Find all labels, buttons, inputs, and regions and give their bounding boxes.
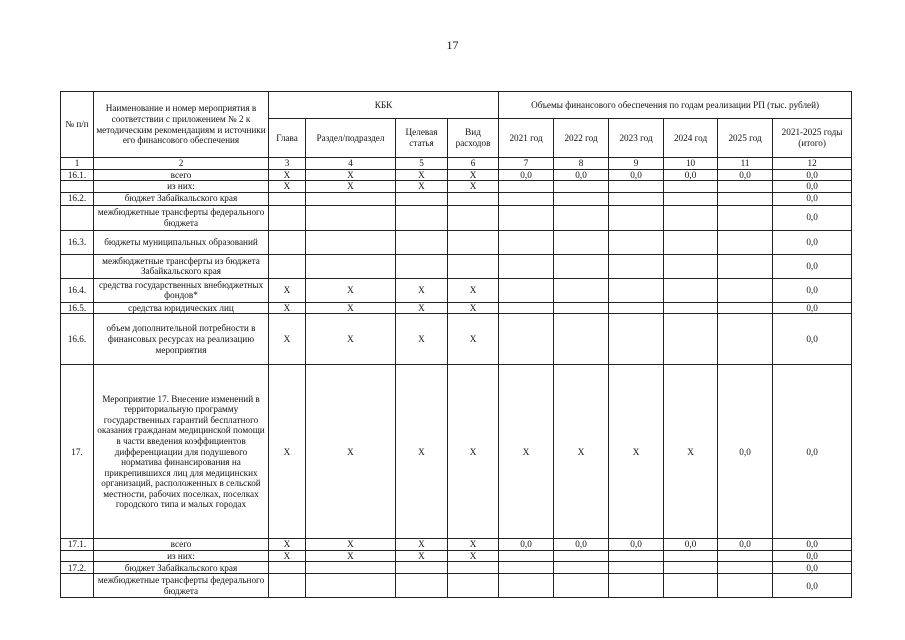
row-number [61, 254, 94, 278]
row-cell [499, 254, 554, 278]
row-cell: X [396, 302, 448, 314]
row-number: 16.3. [61, 230, 94, 254]
row-cell [306, 192, 396, 205]
row-cell [664, 278, 718, 302]
row-cell [554, 230, 609, 254]
col-number: 9 [609, 158, 664, 170]
row-name: из них: [94, 550, 269, 562]
row-cell [306, 230, 396, 254]
row-cell [664, 302, 718, 314]
row-name: бюджет Забайкальского края [94, 562, 269, 574]
table-row [61, 550, 852, 562]
col-number: 11 [718, 158, 773, 170]
row-name: межбюджетные трансферты федерального бюджета [94, 574, 269, 598]
row-cell: X [306, 314, 396, 365]
row-cell: 0,0 [773, 314, 852, 365]
table-row [61, 365, 852, 539]
row-cell [664, 181, 718, 193]
row-name: из них: [94, 181, 269, 193]
row-cell: X [448, 365, 499, 539]
row-cell [448, 205, 499, 230]
row-cell [609, 181, 664, 193]
table-row [61, 562, 852, 574]
row-cell: X [554, 365, 609, 539]
row-cell: 0,0 [773, 562, 852, 574]
row-cell [306, 254, 396, 278]
header-kbk: КБК [269, 92, 499, 119]
header-year: 2021 год [499, 119, 554, 158]
row-cell [554, 550, 609, 562]
col-number: 12 [773, 158, 852, 170]
row-cell [306, 562, 396, 574]
row-cell [269, 192, 306, 205]
row-cell: X [306, 169, 396, 181]
row-cell [499, 574, 554, 598]
row-cell [609, 205, 664, 230]
row-cell [396, 562, 448, 574]
row-cell [448, 254, 499, 278]
header-year: 2023 год [609, 119, 664, 158]
row-number: 17.2. [61, 562, 94, 574]
row-cell: 0,0 [499, 169, 554, 181]
row-number: 16.4. [61, 278, 94, 302]
row-cell: 0,0 [609, 169, 664, 181]
row-name: межбюджетные трансферты из бюджета Забайкальского края [94, 254, 269, 278]
row-cell [554, 278, 609, 302]
table-row [61, 302, 852, 314]
table-row [61, 254, 852, 278]
row-cell: X [269, 278, 306, 302]
row-name: средства государственных внебюджетных фондов* [94, 278, 269, 302]
row-cell [306, 205, 396, 230]
row-cell [718, 302, 773, 314]
table-row [61, 314, 852, 365]
row-cell [664, 254, 718, 278]
row-cell [448, 192, 499, 205]
table-row [61, 278, 852, 302]
table-row [61, 539, 852, 551]
column-numbers-row [61, 158, 852, 170]
header-kbk-col: Глава [269, 119, 306, 158]
row-cell: 0,0 [609, 539, 664, 551]
row-cell [554, 574, 609, 598]
row-cell: 0,0 [718, 365, 773, 539]
row-cell: 0,0 [554, 539, 609, 551]
row-cell: 0,0 [554, 169, 609, 181]
row-cell: 0,0 [773, 205, 852, 230]
row-cell [499, 278, 554, 302]
row-cell [609, 230, 664, 254]
row-cell [499, 181, 554, 193]
row-cell: 0,0 [773, 230, 852, 254]
row-cell: X [269, 181, 306, 193]
row-cell [554, 254, 609, 278]
row-cell: X [664, 365, 718, 539]
row-number: 16.2. [61, 192, 94, 205]
row-cell [718, 562, 773, 574]
col-number: 3 [269, 158, 306, 170]
row-cell: 0,0 [499, 539, 554, 551]
table-row [61, 169, 852, 181]
col-number: 10 [664, 158, 718, 170]
row-number: 17.1. [61, 539, 94, 551]
row-cell [396, 574, 448, 598]
budget-table [60, 91, 852, 598]
row-number: 16.1. [61, 169, 94, 181]
row-name: межбюджетные трансферты федерального бюджета [94, 205, 269, 230]
row-cell [499, 562, 554, 574]
row-cell: X [306, 550, 396, 562]
header-name: Наименование и номер мероприятия в соответствии с приложением № 2 к методическим рекомендациям и источники его финансового обеспечения [94, 92, 269, 158]
row-cell: X [269, 550, 306, 562]
row-cell [664, 205, 718, 230]
row-cell: X [448, 278, 499, 302]
row-cell: X [306, 278, 396, 302]
col-number: 7 [499, 158, 554, 170]
row-name: Мероприятие 17. Внесение изменений в территориальную программу государственных гарантий бесплатного оказания гражданам медицинской помощи в части введения коэффициентов дифференциации для подушевого норматива финансирования на прикрепившихся лиц для медицинских организаций, расположенных в сельской местности, рабочих поселках, поселках городского типа и малых городах [94, 365, 269, 539]
row-number: 16.5. [61, 302, 94, 314]
row-cell: X [269, 302, 306, 314]
row-cell [664, 574, 718, 598]
row-cell: X [306, 539, 396, 551]
row-name: объем дополнительной потребности в финансовых ресурсах на реализацию мероприятия [94, 314, 269, 365]
row-cell: X [396, 181, 448, 193]
row-cell: 0,0 [773, 181, 852, 193]
col-number: 4 [306, 158, 396, 170]
row-cell [554, 314, 609, 365]
row-cell: 0,0 [773, 254, 852, 278]
header-no: № п/п [61, 92, 94, 158]
row-cell: X [396, 365, 448, 539]
row-cell [554, 192, 609, 205]
row-cell [499, 230, 554, 254]
row-name: бюджеты муниципальных образований [94, 230, 269, 254]
row-cell [269, 254, 306, 278]
table-row [61, 205, 852, 230]
row-cell: X [448, 169, 499, 181]
row-cell [396, 192, 448, 205]
table-row [61, 230, 852, 254]
row-cell [396, 230, 448, 254]
row-cell [306, 574, 396, 598]
row-cell [664, 562, 718, 574]
col-number: 6 [448, 158, 499, 170]
row-cell: 0,0 [773, 539, 852, 551]
row-cell [269, 205, 306, 230]
row-cell [499, 314, 554, 365]
row-cell: 0,0 [718, 169, 773, 181]
table-row [61, 574, 852, 598]
row-number [61, 574, 94, 598]
row-cell [448, 562, 499, 574]
row-cell [499, 550, 554, 562]
row-cell [718, 205, 773, 230]
row-cell [664, 192, 718, 205]
row-cell [448, 230, 499, 254]
row-cell [718, 192, 773, 205]
row-cell [609, 562, 664, 574]
row-cell: X [306, 302, 396, 314]
row-cell [499, 205, 554, 230]
row-cell: X [396, 314, 448, 365]
row-cell: X [448, 181, 499, 193]
row-cell [269, 562, 306, 574]
row-cell [609, 278, 664, 302]
row-cell: X [396, 550, 448, 562]
row-cell: X [396, 169, 448, 181]
row-cell: X [396, 539, 448, 551]
row-cell: 0,0 [664, 539, 718, 551]
row-cell [664, 550, 718, 562]
row-number [61, 181, 94, 193]
row-cell [554, 181, 609, 193]
table-row [61, 192, 852, 205]
row-number: 17. [61, 365, 94, 539]
row-cell: X [269, 539, 306, 551]
header-year: 2024 год [664, 119, 718, 158]
table-row [61, 181, 852, 193]
row-cell: X [448, 302, 499, 314]
row-name: средства юридических лиц [94, 302, 269, 314]
row-name: всего [94, 539, 269, 551]
row-cell [396, 205, 448, 230]
row-number: 16.6. [61, 314, 94, 365]
row-number [61, 550, 94, 562]
row-cell [609, 574, 664, 598]
row-cell [609, 254, 664, 278]
row-cell [664, 230, 718, 254]
row-cell: 0,0 [773, 278, 852, 302]
row-cell [554, 562, 609, 574]
row-cell: X [396, 278, 448, 302]
row-cell: 0,0 [773, 169, 852, 181]
row-cell: 0,0 [773, 574, 852, 598]
row-cell [448, 574, 499, 598]
header-kbk-col: Вид расходов [448, 119, 499, 158]
col-number: 2 [94, 158, 269, 170]
header-kbk-col: Целевая статья [396, 119, 448, 158]
row-cell [269, 230, 306, 254]
row-cell [718, 181, 773, 193]
row-cell: X [609, 365, 664, 539]
row-cell: X [306, 365, 396, 539]
row-cell: 0,0 [664, 169, 718, 181]
row-cell: 0,0 [773, 302, 852, 314]
header-year: 2025 год [718, 119, 773, 158]
row-cell: X [448, 550, 499, 562]
row-cell: X [499, 365, 554, 539]
row-cell [554, 205, 609, 230]
header-funding: Объемы финансового обеспечения по годам реализации РП (тыс. рублей) [499, 92, 852, 119]
row-cell: X [448, 314, 499, 365]
row-cell [718, 574, 773, 598]
col-number: 5 [396, 158, 448, 170]
row-cell [269, 574, 306, 598]
row-cell: 0,0 [773, 365, 852, 539]
row-cell: 0,0 [773, 550, 852, 562]
header-year-total: 2021-2025 годы (итого) [773, 119, 852, 158]
row-cell [609, 550, 664, 562]
row-cell [499, 192, 554, 205]
row-cell [718, 550, 773, 562]
header-row-1 [61, 92, 852, 119]
row-cell [718, 230, 773, 254]
row-cell [718, 314, 773, 365]
row-cell: X [448, 539, 499, 551]
row-cell [499, 302, 554, 314]
row-cell [609, 302, 664, 314]
row-number [61, 205, 94, 230]
row-cell: X [269, 314, 306, 365]
row-cell [718, 278, 773, 302]
row-name: бюджет Забайкальского края [94, 192, 269, 205]
row-cell: X [269, 365, 306, 539]
row-cell [609, 314, 664, 365]
row-cell: 0,0 [718, 539, 773, 551]
row-cell: 0,0 [773, 192, 852, 205]
header-kbk-col: Раздел/подраздел [306, 119, 396, 158]
row-cell [664, 314, 718, 365]
row-cell [609, 192, 664, 205]
row-cell [554, 302, 609, 314]
row-cell: X [306, 181, 396, 193]
row-cell [396, 254, 448, 278]
header-year: 2022 год [554, 119, 609, 158]
col-number: 1 [61, 158, 94, 170]
row-cell [718, 254, 773, 278]
row-name: всего [94, 169, 269, 181]
col-number: 8 [554, 158, 609, 170]
row-cell: X [269, 169, 306, 181]
page-number: 17 [446, 38, 459, 52]
